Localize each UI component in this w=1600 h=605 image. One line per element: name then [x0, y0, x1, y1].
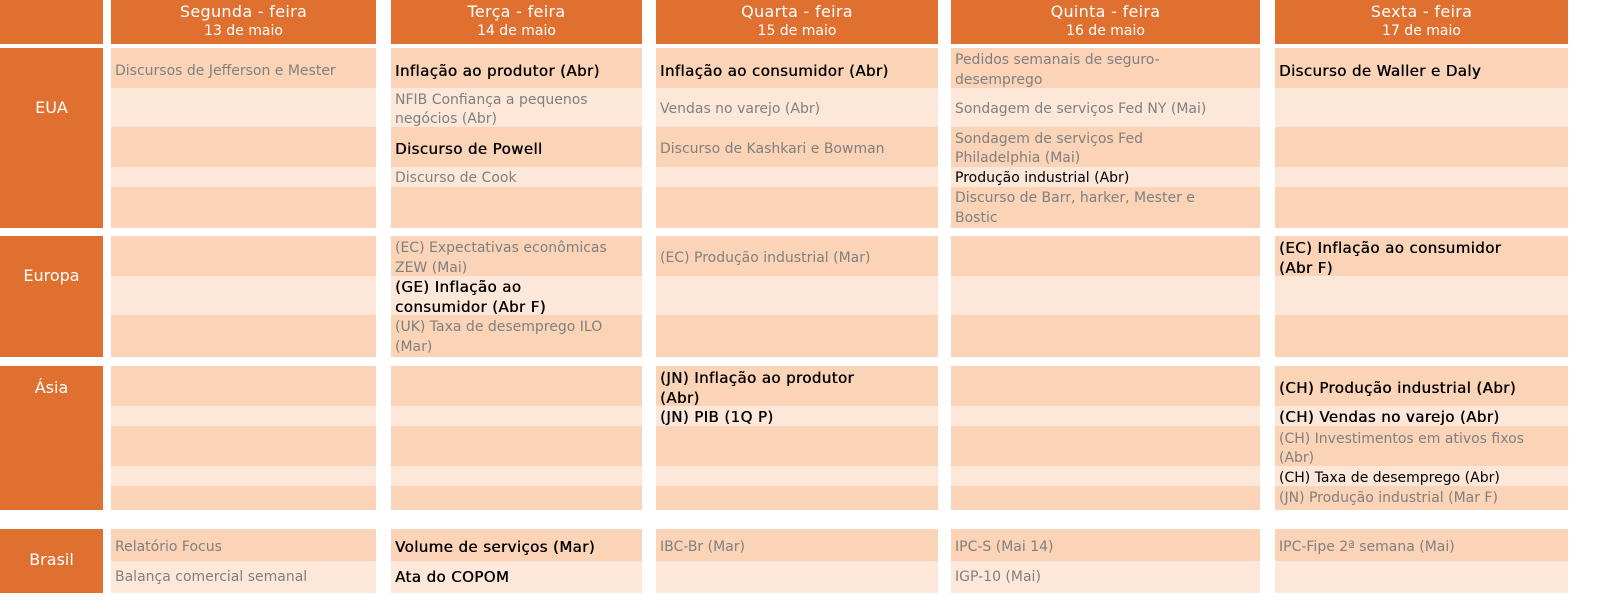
event-item: NFIB Confiança a pequenos	[395, 92, 588, 108]
region-label: Brasil	[29, 550, 74, 569]
day-date: 15 de maio	[757, 23, 837, 39]
event-item: (EC) Inflação ao consumidor	[1279, 239, 1502, 257]
table-cell	[1275, 127, 1568, 167]
event-item: (CH) Taxa de desemprego (Abr)	[1279, 470, 1500, 486]
table-cell	[951, 406, 1260, 426]
day-date: 14 de maio	[477, 23, 556, 39]
table-cell	[391, 486, 642, 510]
table-cell	[111, 236, 376, 276]
table-cell	[656, 466, 938, 486]
day-date: 16 de maio	[1066, 23, 1145, 39]
event-item: (GE) Inflação ao	[395, 278, 522, 296]
event-item: (UK) Taxa de desemprego ILO	[395, 319, 603, 335]
table-cell	[656, 486, 938, 510]
event-item: Discurso de Waller e Daly	[1279, 62, 1482, 80]
event-item: IPC-Fipe 2ª semana (Mai)	[1279, 539, 1455, 555]
table-cell	[111, 366, 376, 406]
table-cell	[1275, 315, 1568, 357]
table-cell	[656, 426, 938, 466]
event-item: (JN) PIB (1Q P)	[660, 408, 774, 426]
day-header-mon	[111, 0, 376, 44]
table-cell	[391, 366, 642, 406]
table-cell	[656, 276, 938, 315]
table-cell	[656, 315, 938, 357]
event-item: Sondagem de serviços Fed NY (Mai)	[955, 101, 1207, 117]
event-item: desemprego	[955, 72, 1043, 88]
table-cell	[951, 466, 1260, 486]
event-item: Bostic	[955, 210, 998, 226]
region-asia	[0, 366, 103, 510]
region-label: Europa	[23, 266, 80, 285]
event-item: Discursos de Jefferson e Mester	[115, 63, 336, 79]
event-item: (Mar)	[395, 339, 433, 355]
event-item: Volume de serviços (Mar)	[395, 538, 595, 556]
day-name: Segunda - feira	[179, 2, 308, 21]
event-item: Ata do COPOM	[395, 568, 510, 586]
table-cell	[111, 88, 376, 127]
event-item: Balança comercial semanal	[115, 569, 308, 585]
event-item: Inflação ao produtor (Abr)	[395, 62, 600, 80]
event-item: (Abr)	[660, 389, 700, 407]
table-cell	[1275, 187, 1568, 228]
event-item: IGP-10 (Mai)	[955, 569, 1041, 585]
event-item: negócios (Abr)	[395, 111, 497, 127]
event-item: (CH) Investimentos em ativos fixos	[1279, 431, 1524, 447]
day-header-thu	[951, 0, 1260, 44]
table-cell	[656, 187, 938, 228]
table-cell	[1275, 276, 1568, 315]
table-cell	[111, 315, 376, 357]
day-name: Quarta - feira	[741, 2, 853, 21]
table-cell	[111, 406, 376, 426]
event-item: Discurso de Kashkari e Bowman	[660, 141, 885, 157]
region-europa	[0, 236, 103, 357]
event-item: Pedidos semanais de seguro-	[955, 52, 1160, 68]
table-cell	[1275, 561, 1568, 593]
event-item: Vendas no varejo (Abr)	[660, 101, 821, 117]
table-cell	[1275, 88, 1568, 127]
table-cell	[951, 315, 1260, 357]
region-label: Ásia	[34, 378, 69, 397]
day-name: Sexta - feira	[1370, 2, 1473, 21]
table-cell	[111, 187, 376, 228]
table-cell	[111, 127, 376, 167]
table-cell	[656, 561, 938, 593]
event-item: Produção industrial (Abr)	[955, 170, 1130, 186]
event-item: (JN) Inflação ao produtor	[660, 369, 854, 387]
table-cell	[111, 276, 376, 315]
table-cell	[951, 426, 1260, 466]
table-cell	[391, 406, 642, 426]
event-item: Relatório Focus	[115, 539, 222, 555]
event-item: IBC-Br (Mar)	[660, 539, 745, 555]
event-item: Discurso de Barr, harker, Mester e	[955, 190, 1195, 206]
event-item: Discurso de Powell	[395, 140, 543, 158]
table-cell	[111, 167, 376, 187]
day-header-wed	[656, 0, 938, 44]
region-label: EUA	[35, 98, 68, 117]
event-item: (CH) Vendas no varejo (Abr)	[1279, 408, 1500, 426]
event-item: Inflação ao consumidor (Abr)	[660, 62, 889, 80]
table-cell	[1275, 167, 1568, 187]
event-item: Philadelphia (Mai)	[955, 150, 1081, 166]
event-item: (JN) Produção industrial (Mar F)	[1279, 490, 1498, 506]
event-item: IPC-S (Mai 14)	[955, 539, 1054, 555]
day-name: Terça - feira	[467, 2, 566, 21]
table-cell	[951, 276, 1260, 315]
event-item: (CH) Produção industrial (Abr)	[1279, 379, 1516, 397]
table-cell	[111, 486, 376, 510]
table-cell	[391, 187, 642, 228]
event-item: Discurso de Cook	[395, 170, 517, 186]
day-header-fri	[1275, 0, 1568, 44]
event-item: (EC) Produção industrial (Mar)	[660, 250, 871, 266]
event-item: consumidor (Abr F)	[395, 298, 546, 316]
event-item: (EC) Expectativas econômicas	[395, 240, 607, 256]
table-cell	[391, 426, 642, 466]
day-date: 17 de maio	[1382, 23, 1461, 39]
event-item: ZEW (Mai)	[395, 260, 468, 276]
day-header-tue	[391, 0, 642, 44]
event-item: Sondagem de serviços Fed	[955, 131, 1143, 147]
table-cell	[951, 236, 1260, 276]
table-cell	[111, 466, 376, 486]
event-item: (Abr F)	[1279, 259, 1333, 277]
table-cell	[111, 426, 376, 466]
day-name: Quinta - feira	[1050, 2, 1161, 21]
day-date: 13 de maio	[204, 23, 283, 39]
header-corner	[0, 0, 103, 44]
table-cell	[951, 366, 1260, 406]
region-brasil	[0, 529, 103, 593]
table-cell	[656, 167, 938, 187]
event-item: (Abr)	[1279, 450, 1315, 466]
table-cell	[951, 486, 1260, 510]
region-eua	[0, 48, 103, 228]
table-cell	[391, 466, 642, 486]
